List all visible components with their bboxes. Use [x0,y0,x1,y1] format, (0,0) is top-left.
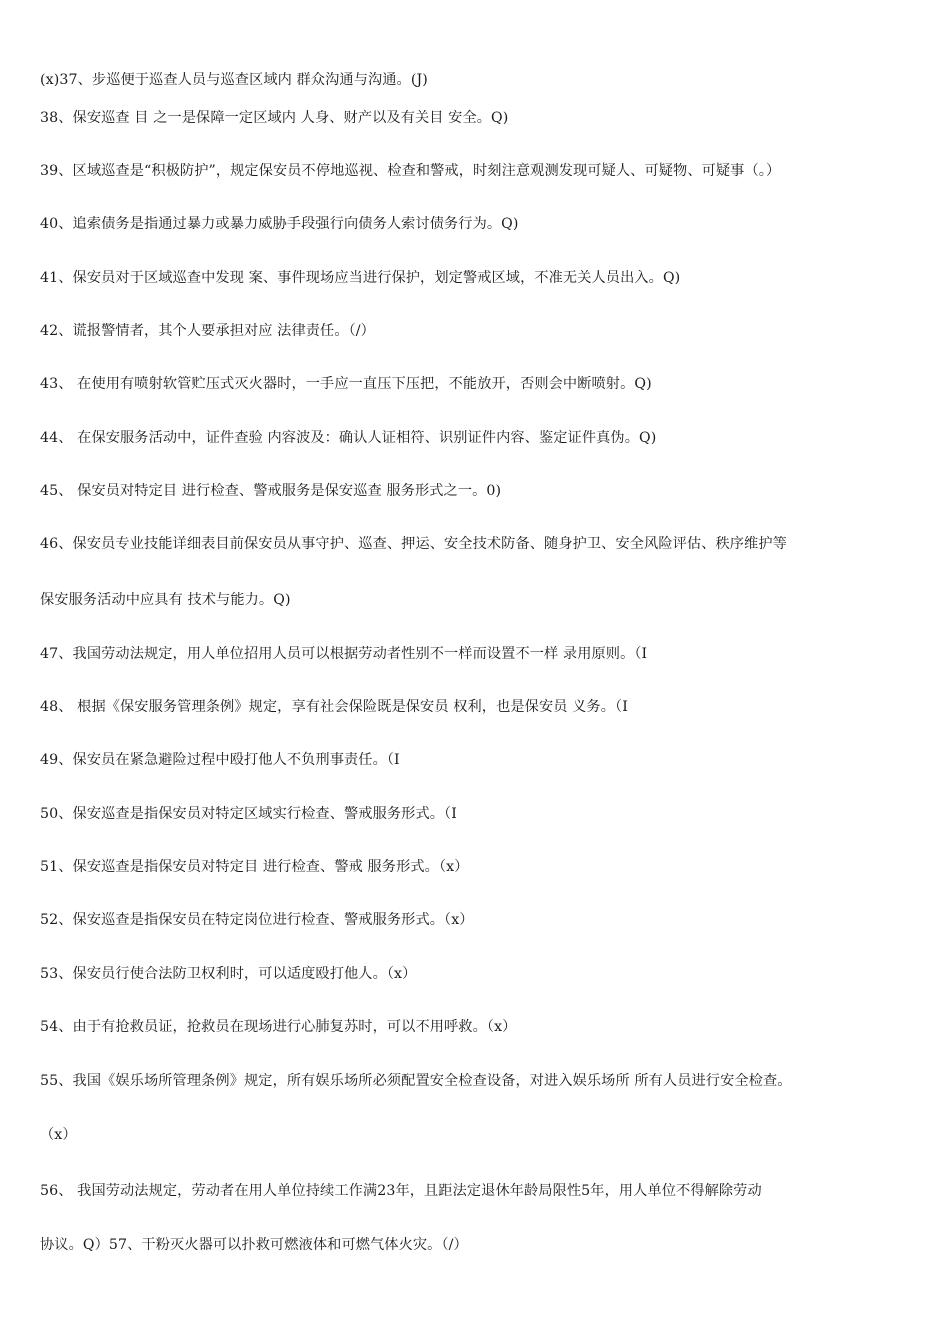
text-line: 48、 根据《保安服务管理条例》规定，享有社会保险既是保安员 权利，也是保安员 义务。（I [40,699,628,715]
text-line: 49、保安员在紧急避险过程中殴打他人不负刑事责任。（I [40,752,400,768]
text-line: 50、保安巡查是指保安员对特定区域实行检查、警戒服务形式。（I [40,806,457,822]
text-line: 55、我国《娱乐场所管理条例》规定，所有娱乐场所必须配置安全检查设备，对进入娱乐场所 所有人员进行安全检查。 [40,1073,792,1089]
text-line: 保安服务活动中应具有 技术与能力。Q) [40,592,291,608]
text-line: 54、由于有抢救员证，抢救员在现场进行心肺复苏时，可以不用呼救。（x） [40,1019,517,1035]
text-line: 47、我国劳动法规定，用人单位招用人员可以根据劳动者性别不一样而设置不一样 录用原则。（I [40,646,648,662]
text-line: 39、区域巡查是“积极防护”，规定保安员不停地巡视、检查和警戒，时刻注意观测发现可疑人、可疑物、可疑事（。） [40,163,781,179]
text-line: 协议。Q）57、干粉灭火器可以扑救可燃液体和可燃气体火灾。（/） [40,1237,468,1253]
text-line: 45、 保安员对特定目 进行检查、警戒服务是保安巡查 服务形式之一。0) [40,483,502,499]
text-line: 43、 在使用有喷射软管贮压式灭火器时，一手应一直压下压把，不能放开，否则会中断喷射。Q) [40,376,652,392]
text-line: 41、保安员对于区域巡查中发现 案、事件现场应当进行保护，划定警戒区域，不准无关人员出入。Q) [40,270,681,286]
text-line: 38、保安巡查 目 之一是保障一定区域内 人身、财产以及有关目 安全。Q) [40,110,509,126]
text-line: 46、保安员专业技能详细表目前保安员从事守护、巡查、押运、安全技术防备、随身护卫、安全风险评估、秩序维护等 [40,536,787,552]
text-line: 44、 在保安服务活动中，证件查验 内容波及：确认人证相符、识别证件内容、鉴定证件真伪。Q) [40,430,657,446]
text-line: 52、保安巡查是指保安员在特定岗位进行检查、警戒服务形式。（x） [40,912,474,928]
text-line: 51、保安巡查是指保安员对特定目 进行检查、警戒 服务形式。（x） [40,859,469,875]
text-line: （x） [40,1127,77,1143]
text-line: (x)37、步巡便于巡查人员与巡查区域内 群众沟通与沟通。(J) [40,72,428,88]
text-line: 40、追索债务是指通过暴力或暴力威胁手段强行向债务人索讨债务行为。Q) [40,216,519,232]
text-line: 56、 我国劳动法规定，劳动者在用人单位持续工作满23年，且距法定退休年龄局限性5年，用人单位不得解除劳动 [40,1183,762,1199]
text-line: 42、谎报警情者，其个人要承担对应 法律责任。（/） [40,323,375,339]
text-line: 53、保安员行使合法防卫权利时，可以适度殴打他人。（x） [40,966,417,982]
